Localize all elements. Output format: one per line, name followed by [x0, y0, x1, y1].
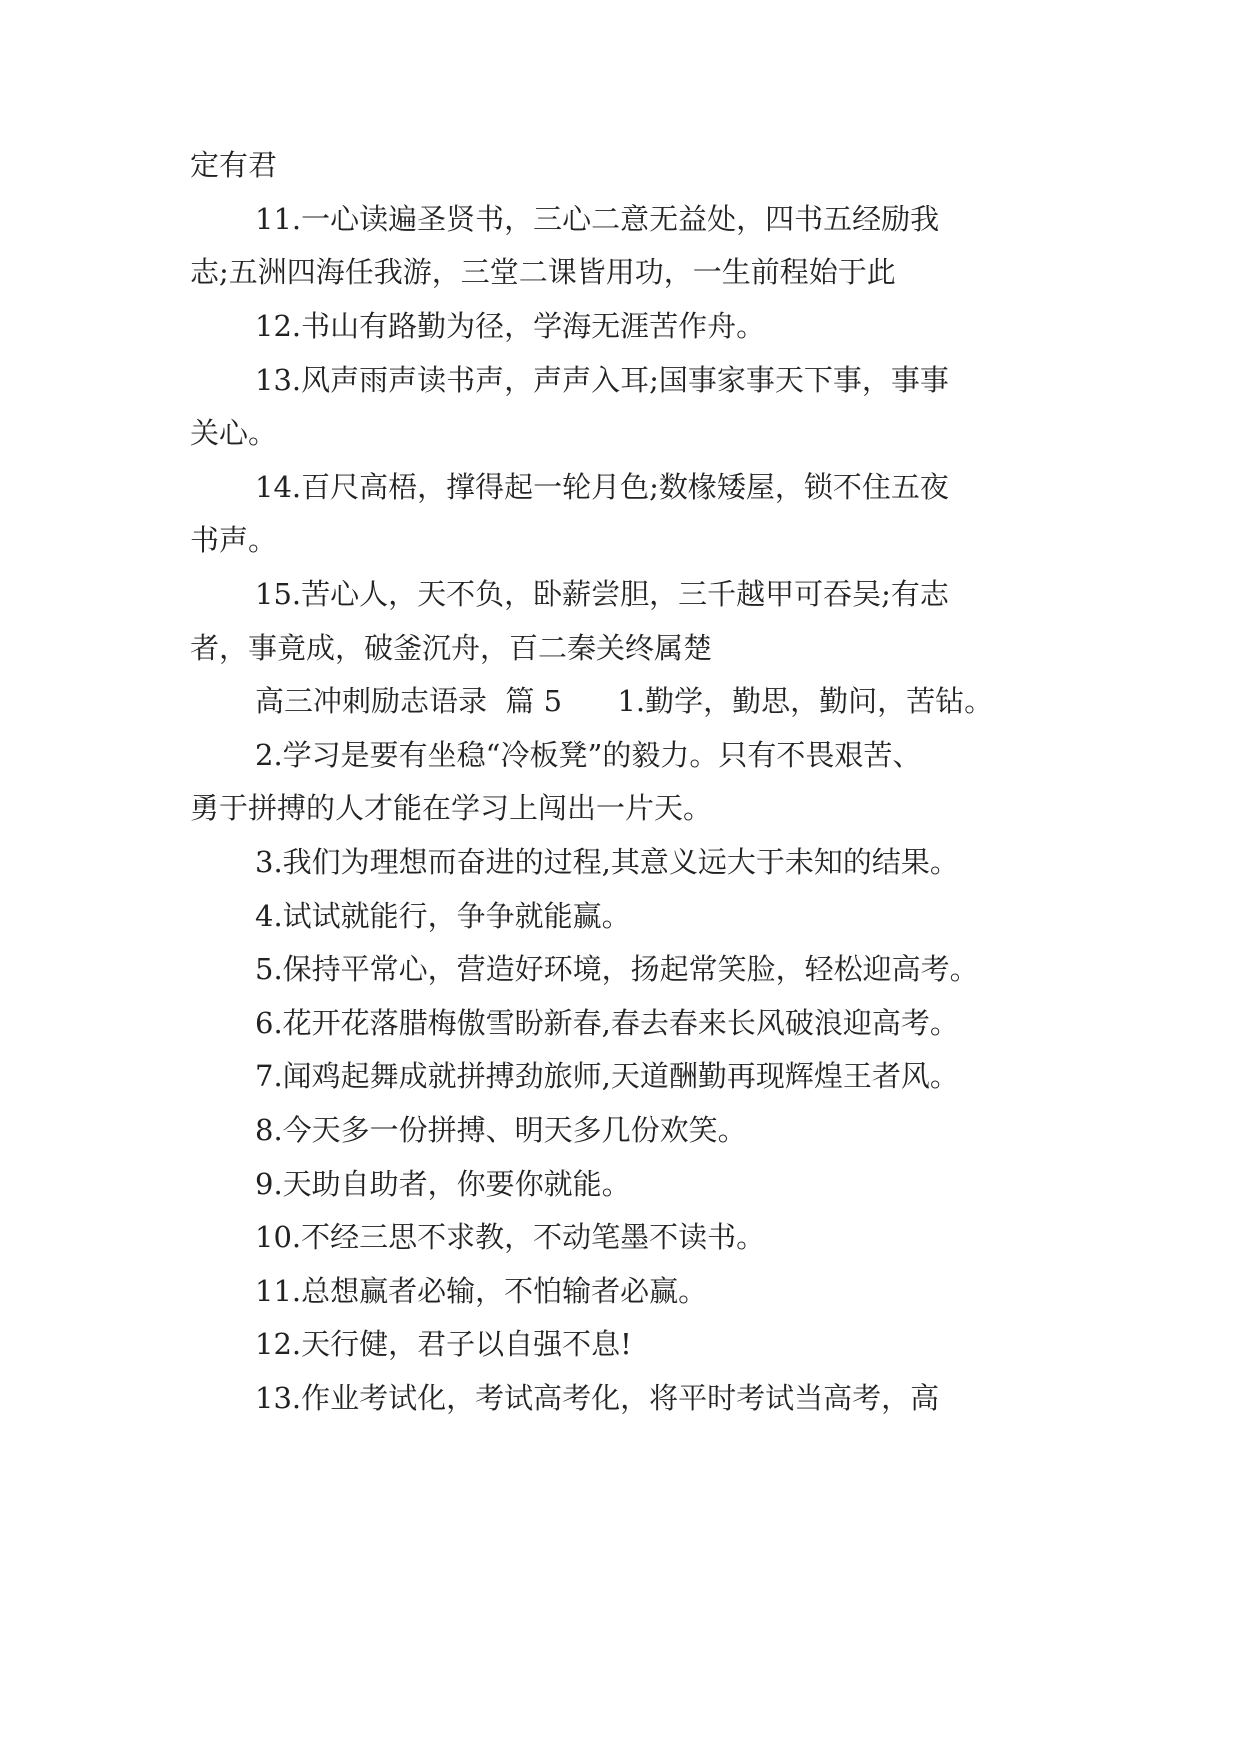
text-line: 4.试试就能行，争争就能赢。	[255, 899, 631, 933]
text-line: 10.不经三思不求教，不动笔墨不读书。	[255, 1220, 766, 1254]
text-line: 15.苦心人，天不负，卧薪尝胆，三千越甲可吞吴;有志	[255, 577, 949, 611]
text-line: 12.书山有路勤为径，学海无涯苦作舟。	[255, 309, 766, 343]
text-line: 6.花开花落腊梅傲雪盼新春,春去春来长风破浪迎高考。	[255, 1006, 959, 1040]
text-line: 者，事竟成，破釜沉舟，百二秦关终属楚	[190, 631, 713, 665]
text-line: 11.一心读遍圣贤书，三心二意无益处，四书五经励我	[255, 202, 940, 236]
text-line: 8.今天多一份拼搏、明天多几份欢笑。	[255, 1113, 747, 1147]
text-line: 志;五洲四海任我游，三堂二课皆用功，一生前程始于此	[190, 255, 896, 289]
text-line: 3.我们为理想而奋进的过程,其意义远大于未知的结果。	[255, 845, 959, 879]
text-line: 11.总想赢者必输，不怕输者必赢。	[255, 1274, 708, 1308]
text-line: 7.闻鸡起舞成就拼搏劲旅师,天道酬勤再现辉煌王者风。	[255, 1059, 959, 1093]
text-line: 13.风声雨声读书声，声声入耳;国事家事天下事，事事	[255, 363, 949, 397]
text-line: 9.天助自助者，你要你就能。	[255, 1167, 631, 1201]
text-line: 5.保持平常心，营造好环境，扬起常笑脸，轻松迎高考。	[255, 952, 979, 986]
section-heading-line: 高三冲刺励志语录 篇 5 1.勤学，勤思，勤问，苦钻。	[255, 684, 994, 718]
text-line: 13.作业考试化，考试高考化，将平时考试当高考，高	[255, 1381, 940, 1415]
text-line: 书声。	[190, 523, 278, 557]
text-line: 关心。	[190, 416, 278, 450]
text-line: 定有君	[190, 148, 278, 182]
text-line: 勇于拼搏的人才能在学习上闯出一片天。	[190, 791, 713, 825]
text-line: 14.百尺高梧，撑得起一轮月色;数椽矮屋，锁不住五夜	[255, 470, 949, 504]
text-line: 12.天行健，君子以自强不息!	[255, 1327, 632, 1361]
text-line: 2.学习是要有坐稳“冷板凳”的毅力。只有不畏艰苦、	[255, 738, 922, 772]
